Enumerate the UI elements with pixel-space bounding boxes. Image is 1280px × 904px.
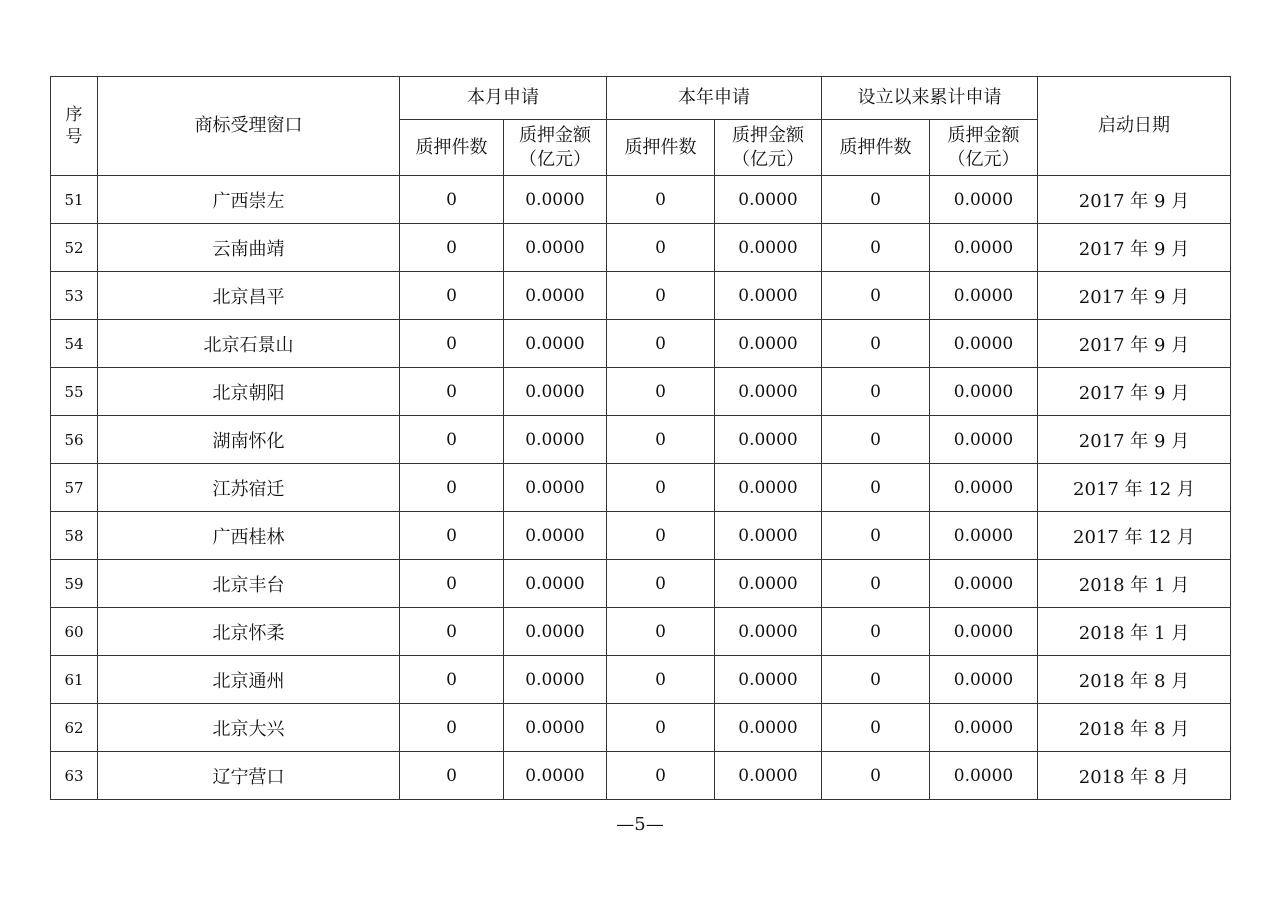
cell-start-date: 2017 年 12 月 [1038,512,1231,560]
cell-window: 辽宁营口 [98,752,400,800]
cell-window: 北京石景山 [98,320,400,368]
header-this-month: 本月申请 [400,77,607,120]
cell-month-pledge-amount: 0.0000 [504,416,607,464]
cell-start-date: 2017 年 9 月 [1038,416,1231,464]
cell-month-pledge-amount: 0.0000 [504,608,607,656]
page-number: —5— [616,814,664,835]
cell-cumulative-pledge-amount: 0.0000 [930,272,1038,320]
cell-start-date: 2018 年 1 月 [1038,560,1231,608]
cell-year-pledge-count: 0 [607,656,715,704]
cell-year-pledge-amount: 0.0000 [715,176,822,224]
cell-start-date: 2017 年 9 月 [1038,272,1231,320]
cell-month-pledge-count: 0 [400,224,504,272]
cell-month-pledge-amount: 0.0000 [504,464,607,512]
cell-year-pledge-count: 0 [607,416,715,464]
header-cumulative: 设立以来累计申请 [822,77,1038,120]
cell-year-pledge-amount: 0.0000 [715,704,822,752]
table-row [51,656,1231,704]
cell-cumulative-pledge-amount: 0.0000 [930,464,1038,512]
cell-cumulative-pledge-count: 0 [822,368,930,416]
cell-cumulative-pledge-amount: 0.0000 [930,368,1038,416]
cell-start-date: 2017 年 9 月 [1038,320,1231,368]
table-body [51,176,1231,800]
header-cumulative-pledge-amount: 质押金额 （亿元） [930,120,1038,176]
cell-window: 江苏宿迁 [98,464,400,512]
cell-seq: 63 [51,752,98,800]
cell-month-pledge-count: 0 [400,416,504,464]
cell-window: 湖南怀化 [98,416,400,464]
header-seq: 序 号 [51,77,98,176]
cell-cumulative-pledge-amount: 0.0000 [930,704,1038,752]
table-row [51,512,1231,560]
cell-cumulative-pledge-amount: 0.0000 [930,608,1038,656]
table-row [51,752,1231,800]
cell-year-pledge-count: 0 [607,560,715,608]
cell-month-pledge-amount: 0.0000 [504,512,607,560]
cell-cumulative-pledge-amount: 0.0000 [930,512,1038,560]
cell-month-pledge-count: 0 [400,320,504,368]
cell-seq: 61 [51,656,98,704]
cell-seq: 51 [51,176,98,224]
cell-year-pledge-count: 0 [607,608,715,656]
cell-seq: 55 [51,368,98,416]
cell-year-pledge-count: 0 [607,704,715,752]
cell-window: 广西桂林 [98,512,400,560]
cell-cumulative-pledge-count: 0 [822,608,930,656]
cell-month-pledge-count: 0 [400,560,504,608]
cell-month-pledge-amount: 0.0000 [504,224,607,272]
cell-year-pledge-amount: 0.0000 [715,416,822,464]
cell-seq: 52 [51,224,98,272]
cell-start-date: 2018 年 1 月 [1038,608,1231,656]
cell-cumulative-pledge-amount: 0.0000 [930,560,1038,608]
cell-cumulative-pledge-amount: 0.0000 [930,320,1038,368]
cell-seq: 62 [51,704,98,752]
cell-seq: 59 [51,560,98,608]
table-row [51,272,1231,320]
table-row [51,464,1231,512]
table-row [51,224,1231,272]
cell-seq: 54 [51,320,98,368]
cell-month-pledge-amount: 0.0000 [504,752,607,800]
cell-year-pledge-amount: 0.0000 [715,368,822,416]
cell-month-pledge-count: 0 [400,704,504,752]
cell-cumulative-pledge-count: 0 [822,416,930,464]
cell-month-pledge-count: 0 [400,608,504,656]
cell-start-date: 2017 年 9 月 [1038,176,1231,224]
header-cumulative-pledge-count: 质押件数 [822,120,930,176]
cell-cumulative-pledge-amount: 0.0000 [930,416,1038,464]
cell-cumulative-pledge-count: 0 [822,224,930,272]
cell-month-pledge-amount: 0.0000 [504,560,607,608]
cell-start-date: 2018 年 8 月 [1038,752,1231,800]
cell-year-pledge-amount: 0.0000 [715,752,822,800]
cell-cumulative-pledge-count: 0 [822,512,930,560]
cell-window: 云南曲靖 [98,224,400,272]
cell-month-pledge-count: 0 [400,176,504,224]
cell-cumulative-pledge-count: 0 [822,464,930,512]
header-start-date: 启动日期 [1038,77,1231,176]
cell-year-pledge-count: 0 [607,512,715,560]
cell-seq: 56 [51,416,98,464]
header-row-primary [51,77,1231,120]
cell-cumulative-pledge-count: 0 [822,560,930,608]
cell-cumulative-pledge-amount: 0.0000 [930,176,1038,224]
table-header [51,77,1231,176]
cell-seq: 60 [51,608,98,656]
cell-year-pledge-count: 0 [607,272,715,320]
cell-month-pledge-amount: 0.0000 [504,176,607,224]
header-month-pledge-count: 质押件数 [400,120,504,176]
cell-cumulative-pledge-count: 0 [822,176,930,224]
cell-window: 北京大兴 [98,704,400,752]
cell-year-pledge-count: 0 [607,176,715,224]
table-row [51,608,1231,656]
cell-window: 北京朝阳 [98,368,400,416]
cell-cumulative-pledge-amount: 0.0000 [930,752,1038,800]
cell-year-pledge-amount: 0.0000 [715,656,822,704]
header-window: 商标受理窗口 [98,77,400,176]
cell-seq: 58 [51,512,98,560]
table-row [51,368,1231,416]
cell-year-pledge-count: 0 [607,224,715,272]
cell-window: 北京怀柔 [98,608,400,656]
cell-month-pledge-count: 0 [400,752,504,800]
table-row [51,560,1231,608]
header-year-pledge-amount: 质押金额 （亿元） [715,120,822,176]
cell-seq: 57 [51,464,98,512]
cell-cumulative-pledge-amount: 0.0000 [930,224,1038,272]
cell-start-date: 2017 年 9 月 [1038,368,1231,416]
cell-start-date: 2017 年 12 月 [1038,464,1231,512]
cell-window: 北京通州 [98,656,400,704]
cell-year-pledge-amount: 0.0000 [715,224,822,272]
header-this-year: 本年申请 [607,77,822,120]
cell-year-pledge-count: 0 [607,320,715,368]
cell-month-pledge-count: 0 [400,464,504,512]
table-row [51,320,1231,368]
cell-year-pledge-amount: 0.0000 [715,464,822,512]
cell-start-date: 2018 年 8 月 [1038,656,1231,704]
cell-month-pledge-count: 0 [400,368,504,416]
cell-month-pledge-amount: 0.0000 [504,272,607,320]
cell-month-pledge-amount: 0.0000 [504,368,607,416]
trademark-pledge-table [50,76,1231,800]
cell-window: 北京昌平 [98,272,400,320]
cell-year-pledge-amount: 0.0000 [715,272,822,320]
cell-year-pledge-amount: 0.0000 [715,512,822,560]
cell-month-pledge-count: 0 [400,656,504,704]
cell-window: 广西崇左 [98,176,400,224]
cell-cumulative-pledge-count: 0 [822,704,930,752]
cell-month-pledge-amount: 0.0000 [504,320,607,368]
cell-seq: 53 [51,272,98,320]
table-row [51,176,1231,224]
cell-cumulative-pledge-amount: 0.0000 [930,656,1038,704]
table-row [51,704,1231,752]
header-month-pledge-amount: 质押金额 （亿元） [504,120,607,176]
header-year-pledge-count: 质押件数 [607,120,715,176]
cell-month-pledge-count: 0 [400,512,504,560]
cell-start-date: 2018 年 8 月 [1038,704,1231,752]
cell-cumulative-pledge-count: 0 [822,272,930,320]
cell-cumulative-pledge-count: 0 [822,320,930,368]
cell-cumulative-pledge-count: 0 [822,752,930,800]
table-row [51,416,1231,464]
cell-year-pledge-amount: 0.0000 [715,560,822,608]
cell-month-pledge-amount: 0.0000 [504,656,607,704]
cell-month-pledge-amount: 0.0000 [504,704,607,752]
cell-window: 北京丰台 [98,560,400,608]
cell-cumulative-pledge-count: 0 [822,656,930,704]
cell-month-pledge-count: 0 [400,272,504,320]
cell-year-pledge-count: 0 [607,752,715,800]
cell-year-pledge-count: 0 [607,464,715,512]
cell-start-date: 2017 年 9 月 [1038,224,1231,272]
cell-year-pledge-amount: 0.0000 [715,608,822,656]
cell-year-pledge-amount: 0.0000 [715,320,822,368]
cell-year-pledge-count: 0 [607,368,715,416]
